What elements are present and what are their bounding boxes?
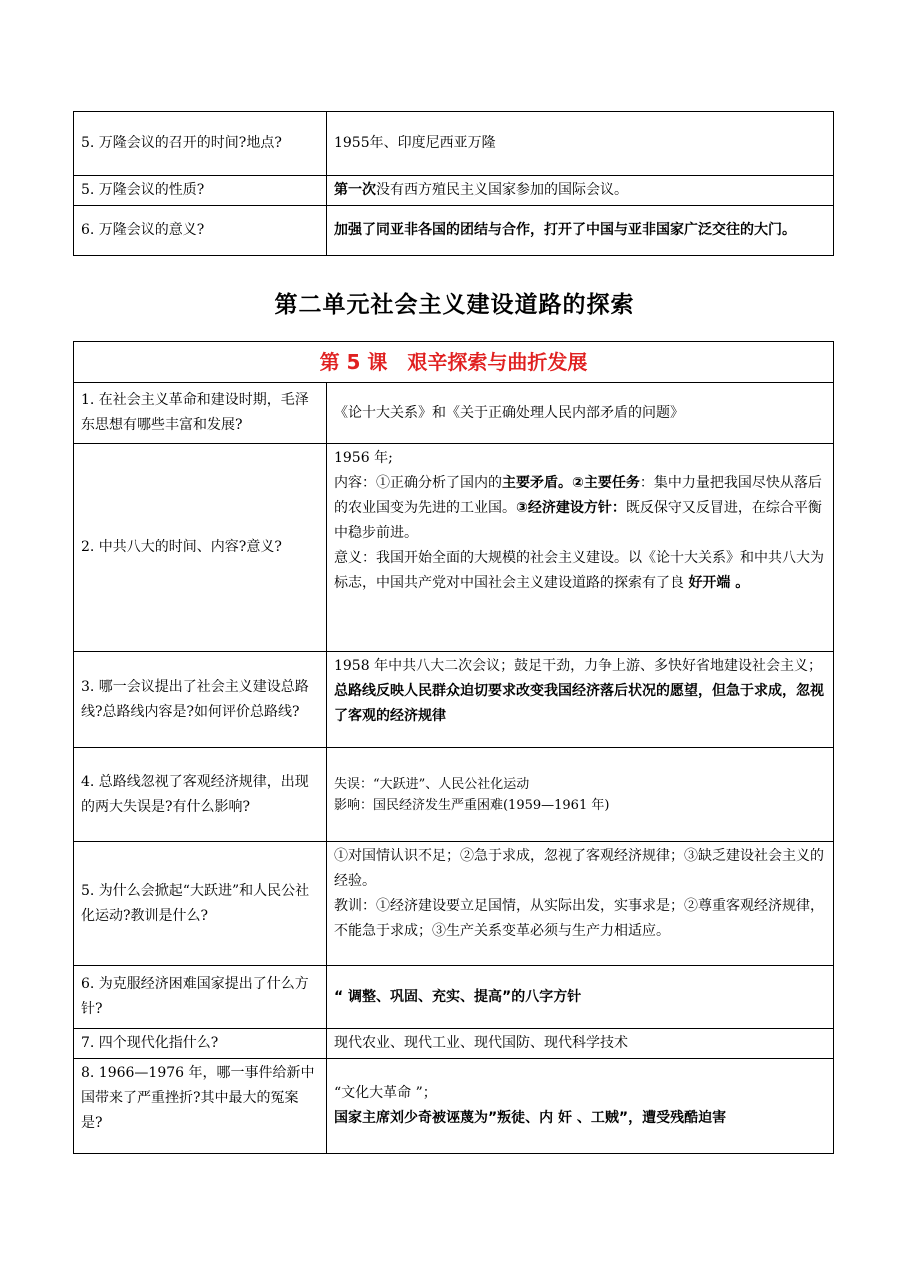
question-cell: 2. 中共八大的时间、内容?意义? bbox=[74, 444, 327, 652]
answer-text: 失误：“大跃进”、人民公社化运动 bbox=[333, 776, 530, 792]
table-row bbox=[74, 383, 834, 444]
answer-text: 1956 年; bbox=[333, 450, 393, 466]
answer-text: ：集中力量把我国尽快从落后的农业国变为先进的工业国。 bbox=[333, 475, 822, 516]
answer-cell: 1955年、印度尼西亚万隆 bbox=[326, 112, 833, 176]
lesson-title-row bbox=[74, 342, 834, 383]
table-row bbox=[74, 1059, 834, 1154]
question-cell: 5. 万隆会议的性质? bbox=[74, 176, 327, 206]
bold-text: 国家主席刘少奇被诬蔑为”叛徒、内 奸 、工贼”，遭受残酷迫害 bbox=[333, 1110, 727, 1126]
meaning-text bbox=[334, 546, 826, 596]
answer-text: 1958 年中共八大二次会议；鼓足干劲，力争上游、多快好省地建设社会主义； bbox=[333, 658, 823, 674]
bandung-table bbox=[73, 111, 834, 256]
answer-cell: 《论十大关系》和《关于正确处理人民内部矛盾的问题》 bbox=[326, 383, 833, 444]
content-text bbox=[334, 471, 826, 546]
answer-text: 内容：①正确分析了国内的 bbox=[333, 475, 502, 491]
bold-text: 好开端 。 bbox=[688, 575, 750, 591]
question-cell: 6. 万隆会议的意义? bbox=[74, 206, 327, 256]
table-row bbox=[74, 1029, 834, 1059]
question-cell: 6. 为克服经济困难国家提出了什么方针? bbox=[74, 966, 327, 1029]
answer-cell bbox=[326, 444, 833, 652]
bold-text: 主要矛盾。②主要任务 bbox=[501, 475, 640, 491]
table-row bbox=[74, 842, 834, 966]
answer-cell: “ 调整、巩固、充实、提高”的八字方针 bbox=[326, 966, 833, 1029]
answer-text: ①对国情认识不足；②急于求成，忽视了客观经济规律；③缺乏建设社会主义的经验。 bbox=[333, 848, 824, 889]
lesson-table bbox=[73, 341, 834, 1154]
question-cell: 8. 1966—1976 年，哪一事件给新中国带来了严重挫折?其中最大的冤案是? bbox=[74, 1059, 327, 1154]
table-row bbox=[74, 176, 834, 206]
answer-text: 没有西方殖民主义国家参加的国际会议。 bbox=[375, 182, 628, 198]
question-cell: 3. 哪一会议提出了社会主义建设总路线?总路线内容是?如何评价总路线? bbox=[74, 652, 327, 748]
answer-cell bbox=[326, 748, 833, 842]
table-row bbox=[74, 966, 834, 1029]
answer-text: 影响：国民经济发生严重困难(1959—1961 年) bbox=[333, 797, 610, 813]
unit-title: 第二单元社会主义建设道路的探索 bbox=[274, 292, 635, 318]
question-cell: 4. 总路线忽视了客观经济规律，出现的两大失误是?有什么影响? bbox=[74, 748, 327, 842]
table-row bbox=[74, 206, 834, 256]
answer-text: 教训：①经济建设要立足国情，从实际出发，实事求是；②尊重客观经济规律，不能急于求成；③生产关系变革必须与生产力相适应。 bbox=[333, 898, 824, 939]
question-cell: 5. 为什么会掀起“大跃进”和人民公社化运动?教训是什么? bbox=[74, 842, 327, 966]
answer-text: 既反保守又反冒进，在综合平衡中稳步前进。 bbox=[333, 500, 822, 541]
answer-cell: 现代农业、现代工业、现代国防、现代科学技术 bbox=[326, 1029, 833, 1059]
bold-text: ③经济建设方针： bbox=[515, 500, 626, 516]
table-row bbox=[74, 444, 834, 652]
table-row bbox=[74, 748, 834, 842]
table-row bbox=[74, 112, 834, 176]
answer-text: “文化大革命 ”； bbox=[333, 1085, 437, 1101]
table-row bbox=[74, 652, 834, 748]
answer-cell bbox=[326, 652, 833, 748]
bold-text: 第一次 bbox=[333, 182, 376, 198]
lesson-title: 第 5 课 艰辛探索与曲折发展 bbox=[74, 342, 834, 383]
question-cell: 7. 四个现代化指什么? bbox=[74, 1029, 327, 1059]
answer-cell bbox=[326, 1059, 833, 1154]
question-cell: 5. 万隆会议的召开的时间?地点? bbox=[74, 112, 327, 176]
bold-text: 总路线反映人民群众迫切要求改变我国经济落后状况的愿望，但急于求成，忽视了客观的经济规律 bbox=[333, 683, 824, 724]
question-cell: 1. 在社会主义革命和建设时期，毛泽东思想有哪些丰富和发展? bbox=[74, 383, 327, 444]
answer-text: 意义：我国开始全面的大规模的社会主义建设。以《论十大关系》和中共八大为标志，中国共产党对中国社会主义建设道路的探索有了良 bbox=[333, 550, 824, 591]
answer-cell: 加强了同亚非各国的团结与合作，打开了中国与亚非国家广泛交往的大门。 bbox=[326, 206, 833, 256]
answer-cell bbox=[326, 176, 833, 206]
answer-cell bbox=[326, 842, 833, 966]
